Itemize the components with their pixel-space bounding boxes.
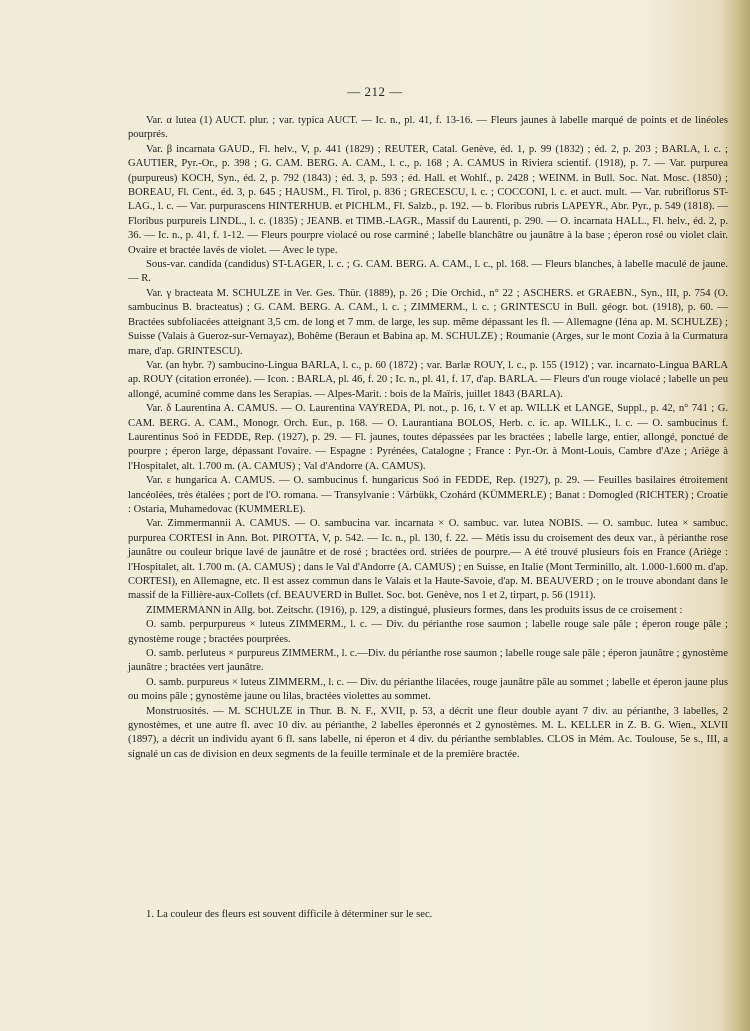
footnote: 1. La couleur des fleurs est souvent difficile à déterminer sur le sec. [146,909,433,920]
paragraph-zimmermann-forms: ZIMMERMANN in Allg. bot. Zeitschr. (1916), p. 129, a distingué, plusieurs formes, dans les produits issus de ce croisement : [146,604,683,616]
paragraph-var-incarnata: Var. β incarnata GAUD., Fl. helv., V, p. 441 (1829) ; REUTER, Catal. Genève, éd. 1, p. 99 (1832) ; éd. 2, p. 203 ; BARLA, l. c. ; GAUTIER, Pyr.-Or., p. 398 ; G. CAM. BERG. A. CAM., l. c., p. 168 ; A. CAMUS in Riviera scientif. (1918), p. 7. — Var. purpurea (purpureus) KOCH, Syn., éd. 2, p. 792 (1843) ; éd. 3, p. 593 ; éd. Hall. et Wohlf., p. 2428 ; WEINM. in Bull. Soc. Nat. Mosc. (1850) ; BOREAU, Fl. Cent., éd. 3, p. 645 ; HAUSM., Fl. Tirol, p. 836 ; GRECESCU, l. c. ; COCCONI, l. c. et auct. mult. — Var. rubriflorus ST-LAG., l. c. — Var. purpurascens HINTERHUB. et PICHLM., Fl. Salzb., p. 192. — b. Floribus rubris LAPEYR., Abr. Pyr., p. 549 (1818). — Floribus purpureis LINDL., l. c. (1835) ; JEANB. et TIMB.-LAGR., Massif du Laurenti, p. 290. — O. incarnata HALL., Fl. helv., éd. 2, p. 36. — Ic. n., p. 41, f. 1-12. — Fleurs pourpre violacé ou rose carminé ; labelle blanchâtre ou jaunâtre à la base ; éperon rosé ou violet clair. Ovaire et bractée lavés de violet. — Avec le type. [128,143,728,256]
paragraph-var-zimmermannii: Var. Zimmermannii A. CAMUS. — O. sambucina var. incarnata × O. sambuc. var. lutea NOBIS. — O. sambuc. lutea × sambuc. purpurea CORTESI in Ann. Bot. PIROTTA, V, p. 542. — Ic. n., pl. 130, f. 22. — Métis issu du croisement des deux var., à périanthe rose jaunâtre ou couleur brique lavé de jaunâtre et de rosé ; bractées ord. striées de pourpre.— A été trouvé plusieurs fois en France (Ariège : l'Hospitalet, alt. 1.700 m. (A. CAMUS) ; dans le Val d'Andorre (A. CAMUS) ; en Suisse, en Italie (Mont Terminillo, alt. 1.000-1.600 m. d'ap. CORTESI), en Allemagne, etc. Il est assez commun dans le Valais et la Haute-Savoie, d'ap. M. BEAUVERD ; on le trouve abondant dans le massif de la Fillière-aux-Collets (cf. BEAUVERD in Bullet. Soc. bot. Genève, nos 1 et 2, tirpart, p. 56 (1911). [128,518,728,602]
paragraph-sous-var-candida: Sous-var. candida (candidus) ST-LAGER, l. c. ; G. CAM. BERG. A. CAM., l. c., pl. 168. — Fleurs blanches, à labelle maculé de jaune. — R. [128,259,728,285]
paragraph-monstruosites: Monstruosités. — M. SCHULZE in Thur. B. N. F., XVII, p. 53, a décrit une fleur double ayant 7 div. au périanthe, 3 labelles, 2 gynostèmes, et une autre fl. avec 10 div. au périanthe, 2 labelles éperonnés et 2 gynostèmes. M. L. KELLER in Z. B. G. Wien., XLVII (1897), a décrit un individu ayant 6 fl. sans labelle, ni éperon et 4 div. du périanthe semblables. CLOS in Mém. Ac. Toulouse, 5e s., III, a signalé un cas de division en deux segments de la feuille terminale et de la première bractée. [128,705,728,760]
paragraph-var-lutea: Var. α lutea (1) AUCT. plur. ; var. typica AUCT. — Ic. n., pl. 41, f. 13-16. — Fleurs jaunes à labelle marqué de points et de linéoles pourprés. [128,115,728,141]
paragraph-perluteus: O. samb. perluteus × purpureus ZIMMERM., l. c.—Div. du périanthe rose saumon ; labelle rouge sale pâle ; éperon jaunâtre ; gynostème jaunâtre ; bractées vert jaunâtre. [128,648,728,674]
paragraph-var-laurentina: Var. δ Laurentina A. CAMUS. — O. Laurentina VAYREDA, Pl. not., p. 16, t. V et ap. WILLK et LANGE, Suppl., p. 42, n° 741 ; G. CAM. BERG. A. CAM., Monogr. Orch. Eur., p. 168. — O. Laurantiana BOLOS, Herb. c. ic. ap. WILLK., l. c. — O. sambucinus f. Laurentinus Soó in FEDDE, Rep. (1927), p. 29. — Fl. jaunes, toutes dépassées par les bractées ; labelle large, entier, allongé, ponctué de pourpre ; éperon large, dépassant l'ovaire. — Espagne : Pyrénées, Catalogne ; France : Pyr.-Or. à Mont-Louis, Cambre d'Aze ; Ariège à l'Hospitalet, alt. 1.700 m. (A. CAMUS) ; Val d'Andorre (A. CAMUS). [128,403,728,472]
paragraph-perpurpureus: O. samb. perpurpureus × luteus ZIMMERM., l. c. — Div. du périanthe rose saumon ; labelle rouge sale pâle ; éperon rouge pâle ; gynostème rouge ; bractées pourprées. [128,619,728,645]
paragraph-var-bracteata: Var. γ bracteata M. SCHULZE in Ver. Ges. Thür. (1889), p. 26 ; Die Orchid., n° 22 ; ASCHERS. et GRAEBN., Syn., III, p. 754 (O. sambucinus B. bracteatus) ; G. CAM. BERG. A. CAM., l. c. ; ZIMMERM., l. c. ; GRINTESCU in Bull. géogr. bot. (1918), p. 60. — Bractées subfoliacées atteignant 3,5 cm. de long et 7 mm. de large, les sup. même dépassant les fl. — Allemagne (Iéna ap. M. SCHULZE) ; Suisse (Valais à Gueroz-sur-Vernayaz), Bohême (Beraun et Babina ap. M. SCHULZE) ; Roumanie (Arges, sur le mont Cozia à la Curmatura mare, d'ap. GRINTESCU). [128,287,728,357]
body-text [128,114,728,762]
paragraph-var-hungarica: Var. ε hungarica A. CAMUS. — O. sambucinus f. hungaricus Soó in FEDDE, Rep. (1927), p. 29. — Feuilles basilaires étroitement lancéolées, très étalées ; port de l'O. romana. — Transylvanie : Várbükk, Czohárd (KÜMMERLE) ; Banat : Domogled (RICHTER) ; Croatie : Ostaria, Muhamedovac (KUMMERLE). [128,475,728,515]
page-number: — 212 — [347,84,403,99]
paragraph-purpureus-luteus: O. samb. purpureus × luteus ZIMMERM., l. c. — Div. du périanthe lilacées, rouge jaunâtre pâle au sommet ; labelle et éperon jaune plus ou moins pâle ; gynostème jaune ou lilas, bractées violettes au sommet. [128,676,728,703]
paragraph-sambucino-lingua: Var. (an hybr. ?) sambucino-Lingua BARLA, l. c., p. 60 (1872) ; var. Barlæ ROUY, l. c., p. 155 (1912) ; var. incarnato-Lingua BARLA ap. ROUY (citation erronée). — Icon. : BARLA, pl. 46, f. 20 ; Ic. n., pl. 41, f. 17, d'ap. BARLA. — Fleurs d'un rouge violacé ; labelle un peu allongé, acuminé comme dans les Serapias. — Alpes-Marit. : bois de la Maïris, juillet 1843 (BARLA). [128,359,728,400]
